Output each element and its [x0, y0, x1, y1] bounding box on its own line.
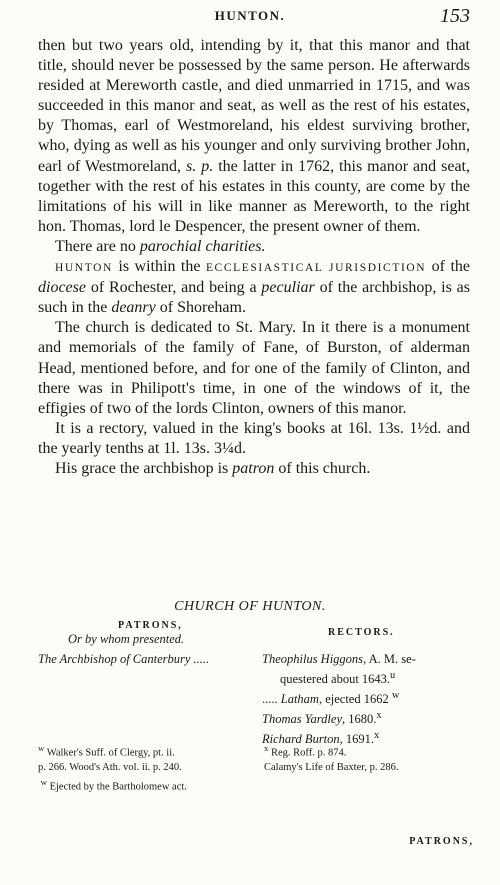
- footnotes-left: [38, 741, 248, 794]
- italic-phrase: patron: [232, 459, 275, 477]
- rector-entry: Richard Burton, 1691.$^x$: [262, 729, 380, 746]
- footnote: $^w$ Walker's Suff. of Clergy, pt. ii.: [38, 743, 175, 759]
- small-caps-phrase: ECCLESIASTICAL JURISDICTION: [205, 262, 427, 275]
- paragraph: then but two years old, intending by it, that this manor and that title, should never be possessed by the same person. He afterwards resided at Mereworth castle, and died unmarried in 1715, and was succeeded in this manor and seat, as well as the rest of his estates, by Thomas, earl of Westmoreland, his eldest surviving brother, who, dying as well as his younger and only surviving brother John, earl of Westmoreland, s. p. the latter in 1762, this manor and seat, together with the rest of his estates in this county, are come by the limitations of his will in like manner as Mereworth, to the right hon. Thomas, lord le Despencer, the present owner of them.: [38, 37, 470, 235]
- italic-phrase: s. p.: [186, 157, 214, 175]
- rectors-column-heading: RECTORS.: [328, 627, 395, 638]
- paragraph: His grace the archbishop is patron of this church.: [55, 459, 371, 477]
- small-caps-phrase: HUNTON: [55, 262, 113, 275]
- patrons-column-heading: PATRONS,: [118, 620, 183, 631]
- footnote: $^w$ Ejected by the Bartholomew act.: [40, 776, 187, 792]
- patrons-column-subheading: Or by whom presented.: [68, 632, 185, 646]
- running-title: HUNTON.: [214, 8, 286, 23]
- running-head: [0, 5, 500, 35]
- footnote-continued: p. 266. Wood's Ath. vol. ii. p. 240.: [38, 761, 182, 773]
- rector-entry-continued: questered about 1643.$^u$: [280, 669, 396, 686]
- body-text: [38, 36, 470, 479]
- page-number: 153: [440, 5, 470, 27]
- footnote: $^x$ Reg. Roff. p. 874.: [264, 743, 347, 759]
- footnotes-right: [264, 741, 474, 775]
- italic-phrase: parochial charities.: [139, 237, 266, 255]
- italic-phrase: deanry: [111, 299, 156, 317]
- rector-entry: Theophilus Higgons, A. M. se-: [262, 652, 416, 666]
- footnote-continued: Calamy's Life of Baxter, p. 286.: [264, 761, 399, 773]
- paragraph: It is a rectory, valued in the king's books at 16l. 13s. 1½d. and the yearly tenths at 1l. 13s. 3¼d.: [38, 419, 470, 457]
- paragraph: HUNTON is within the ECCLESIASTICAL JURISDICTION of the diocese of Rochester, and being a peculiar of the archbishop, is as such in the deanry of Shoreham.: [38, 258, 471, 317]
- rector-entry: Thomas Yardley, 1680.$^x$: [262, 709, 382, 726]
- italic-phrase: peculiar: [261, 279, 315, 297]
- rector-entry: ..... Latham, ejected 1662 $^w$: [262, 689, 400, 706]
- catchword: PATRONS,: [409, 836, 474, 847]
- rectors-list: [262, 651, 472, 748]
- patron-entry: The Archbishop of Canterbury .....: [38, 652, 210, 666]
- paragraph: There are no parochial charities.: [55, 237, 266, 255]
- paragraph: The church is dedicated to St. Mary. In it there is a monument and memorials of the family of Fane, of Burston, of alderman Head, mentioned before, and for one of the family of Clinton, and there was in Philipott's time, in one of the windows of it, the effigies of two of the lords Clinton, owners of this manor.: [38, 319, 470, 417]
- church-section-title: CHURCH OF HUNTON.: [174, 599, 326, 614]
- italic-phrase: diocese: [38, 279, 86, 297]
